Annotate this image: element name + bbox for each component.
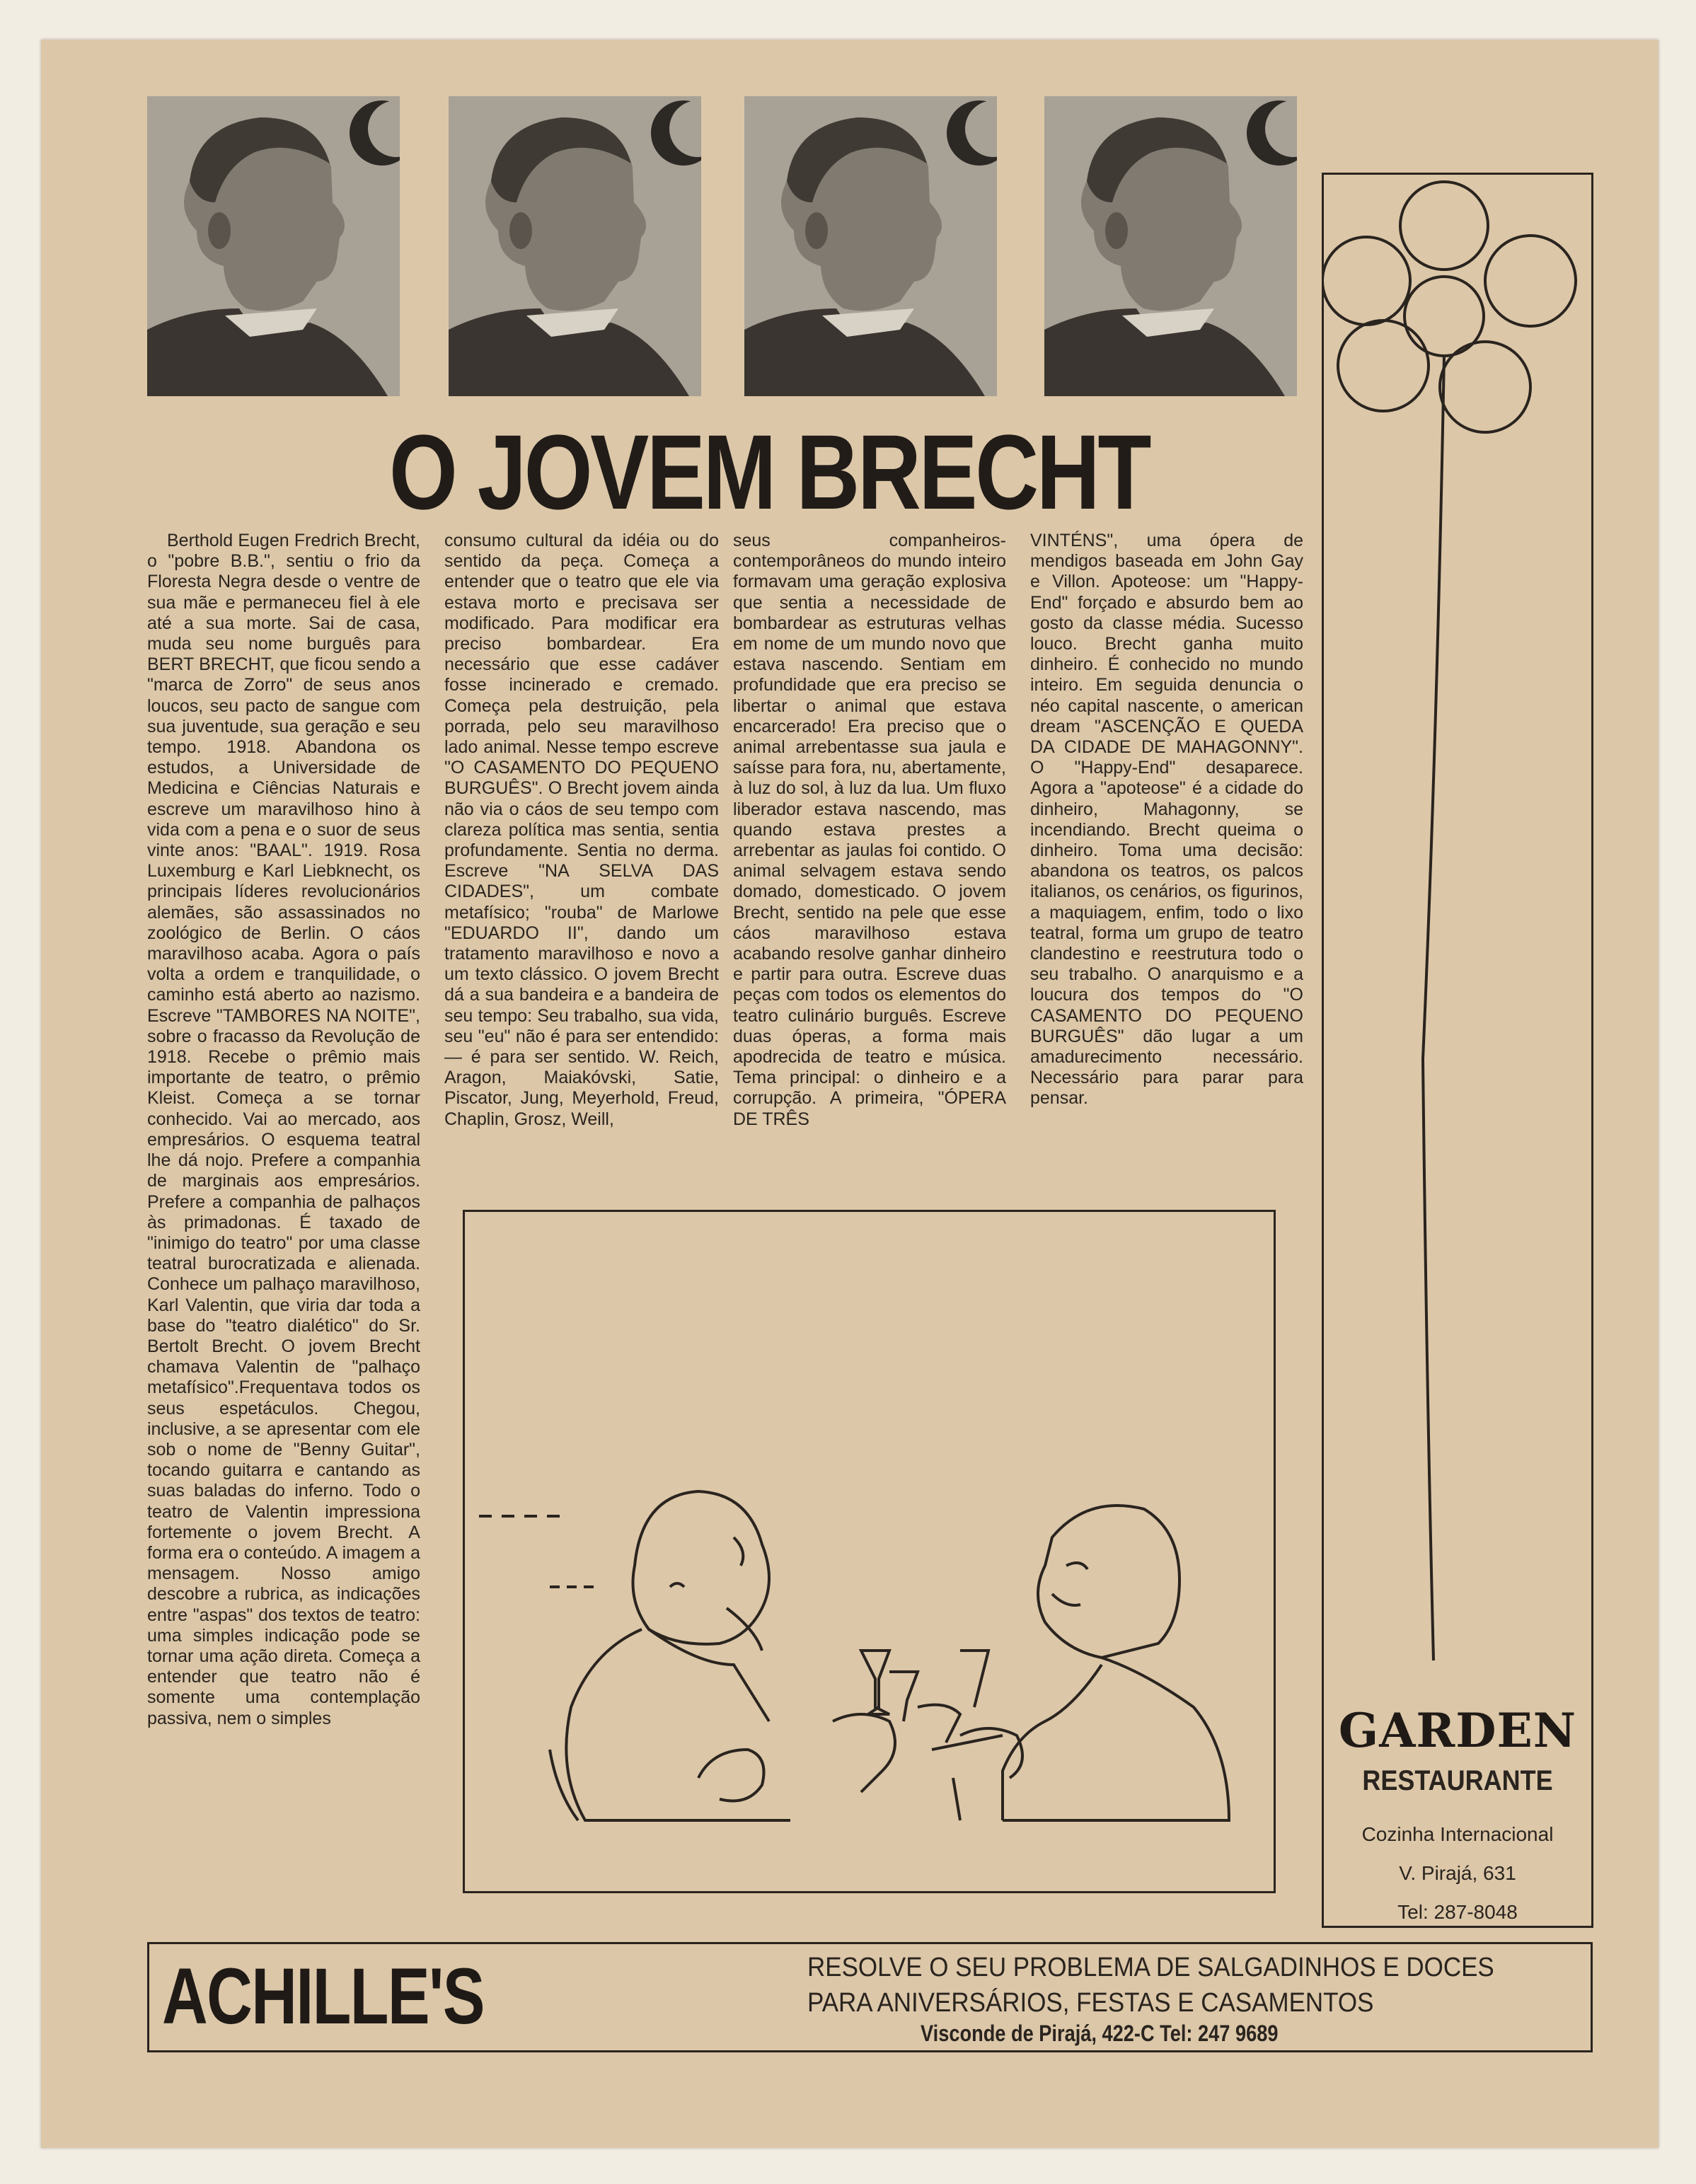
brecht-portrait-photo-2 [449, 96, 701, 396]
article-column-4 [1030, 531, 1303, 1109]
portrait-icon [147, 96, 400, 396]
article-column-3 [733, 531, 1006, 1130]
garden-subtitle: RESTAURANTE [1362, 1765, 1553, 1796]
brecht-portrait-photo-4 [1044, 96, 1297, 396]
article-column-4-text: VINTÉNS", uma ópera de mendigos baseada em John Gay e Villon. Apoteose: um "Happy-End" forçado e absurdo bem ao gosto da classe média. Sucesso louco. Brecht ganha muito dinheiro. É conhecido no mundo inteiro. Em seguida denuncia o néo capital nascente, o american dream "ASCENÇÃO E QUEDA DA CIDADE DE MAHAGONNY". O "Happy-End" desaparece. Agora a "apoteose" é a cidade do dinheiro, Mahagonny, se incendiando. Brecht queima o dinheiro. Toma uma decisão: abandona os teatros, os palcos italianos, os cenários, os figurinos, a maquiagem, enfim, todo o lixo teatral, forma um grupo de teatro clandestino e reestrutura todo o seu trabalho. O anarquismo e a loucura dos tempos do "O CASAMENTO DO PEQUENO BURGUÊS" dão lugar a um amadurecimento necessário. Necessário para parar para pensar. [1030, 531, 1303, 1109]
article-column-3-text: seus companheiros-contemporâneos do mundo inteiro formavam uma geração explosiva que sentia a necessidade de bombardear as estruturas velhas em nome de um mundo novo que estava nascendo. Sentiam em profundidade que era preciso se libertar o animal que estava encarcerado! Era preciso que o animal arrebentasse sua jaula e saísse para fora, nu, abertamente, à luz do sol, à luz da lua. Um fluxo liberador estava nascendo, mas quando estava prestes a arrebentar as jaulas foi contido. O animal selvagem estava sendo domado, domesticado. O jovem Brecht, sentido na pele que esse cáos maravilhoso estava acabando resolve ganhar dinheiro e partir para outra. Escreve duas peças com todos os elementos do teatro culinário burguês. Escreve duas óperas, a forma mais apodrecida de teatro e música. Tema principal: o dinheiro e a corrupção. A primeira, "ÓPERA DE TRÊS [733, 531, 1006, 1129]
article-column-1 [147, 531, 420, 1729]
achilles-line-1: RESOLVE O SEU PROBLEMA DE SALGADINHOS E DOCES [807, 1953, 1494, 1982]
article-column-1-text: Berthold Eugen Fredrich Brecht, o "pobre B.B.", sentiu o frio da Floresta Negra desde o ventre de sua mãe e permaneceu fiel à ele até a sua morte. Sai de casa, muda seu nome burguês para BERT BRECHT, que ficou sendo a "marca de Zorro" de seus anos loucos, seu pacto de sangue com sua juventude, sua geração e seu tempo. 1918. Abandona os estudos, a Universidade de Medicina e Ciências Naturais e escreve um maravilhoso hino à vida com a pena e o suor de seus vinte anos: "BAAL". 1919. Rosa Luxemburg e Karl Liebknecht, os principais líderes revolucionários alemães, são assassinados no zoológico de Berlin. O cáos maravilhoso acaba. Agora o país volta a ordem e tranquilidade, o caminho está aberto ao nazismo. Escreve "TAMBORES NA NOITE", sobre o fracasso da Revolução de 1918. Recebe o prêmio mais importante de teatro, o prêmio Kleist. Começa a se tornar conhecido. Vai ao mercado, aos empresários. O esquema teatral lhe dá nojo. Prefere a companhia de marginais aos empresários. Prefere a companhia de palhaços às primadonas. É taxado de "inimigo do teatro" por uma classe teatral burocratizada e alienada. Conhece um palhaço maravilhoso, Karl Valentin, que viria dar toda a base do "teatro dialético" do Sr. Bertolt Brecht. O jovem Brecht chamava Valentin de "palhaço metafísico".Frequentava todos os seus espetáculos. Chegou, inclusive, a se apresentar com ele sob o nome de "Benny Guitar", tocando guitarra e cantando as suas baladas do inferno. Todo o teatro de Valentin impressiona fortemente o jovem Brecht. A forma era o conteúdo. A imagem a mensagem. Nosso amigo descobre a rubrica, as indicações entre "aspas" dos textos de teatro: uma simples indicação pode se tornar uma ação direta. Começa a entender que teatro não é somente uma contemplação passiva, nem o simples [147, 531, 420, 1728]
portrait-icon [449, 96, 701, 396]
flower-icon [1324, 175, 1591, 1675]
achilles-ad [147, 1942, 1593, 2052]
garden-restaurant-ad [1322, 173, 1593, 1928]
brecht-portrait-photo-3 [744, 96, 997, 396]
garden-address: V. Pirajá, 631 [1399, 1862, 1516, 1884]
article-title: O JOVEM BRECHT [389, 412, 1150, 531]
two-men-toasting-icon [465, 1212, 1274, 1891]
article-column-2-text: consumo cultural da idéia ou do sentido da peça. Começa a entender que o teatro que ele via estava morto e precisava ser modificado. Para modificar era preciso bombardear. Era necessário que esse cadáver fosse incinerado e cremado. Começa pela destruição, pela porrada, pelo seu maravilhoso lado animal. Nesse tempo escreve "O CASAMENTO DO PEQUENO BURGUÊS". O Brecht jovem ainda não via o cáos de seu tempo com clareza política mas sentia, sentia profundamente. Sentia no derma. Escreve "NA SELVA DAS CIDADES", um combate metafísico; "rouba" de Marlowe "EDUARDO II", dando um tratamento maravilhoso e novo a um texto clássico. O jovem Brecht dá a sua bandeira e a bandeira de seu tempo: Seu trabalho, sua vida, seu "eu" não é para ser entendido: — é para ser sentido. W. Reich, Aragon, Maiakóvski, Satie, Piscator, Jung, Meyerhold, Freud, Chaplin, Grosz, Weill, [444, 531, 719, 1129]
illustration-box [463, 1210, 1276, 1893]
achilles-line-2: PARA ANIVERSÁRIOS, FESTAS E CASAMENTOS [807, 1988, 1374, 2018]
garden-cuisine: Cozinha Internacional [1361, 1823, 1554, 1845]
article-column-2 [444, 531, 719, 1130]
garden-phone: Tel: 287-8048 [1397, 1901, 1518, 1923]
garden-name: GARDEN [1338, 1703, 1577, 1758]
portrait-icon [1044, 96, 1297, 396]
achilles-logo: ACHILLE'S [162, 1952, 484, 2040]
brecht-portrait-photo-1 [147, 96, 400, 396]
achilles-address: Visconde de Pirajá, 422-C Tel: 247 9689 [921, 2021, 1279, 2046]
portrait-icon [744, 96, 997, 396]
